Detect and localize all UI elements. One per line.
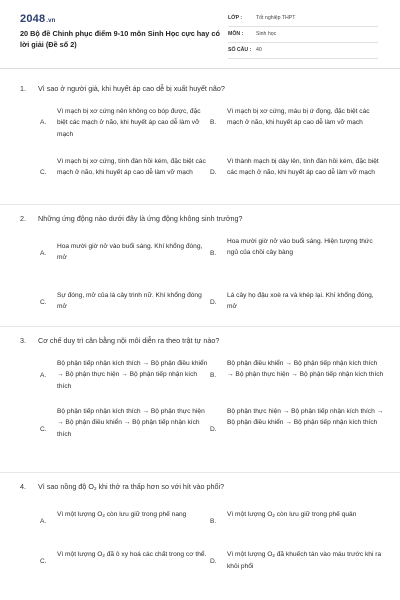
option-text: Sự đóng, mở của lá cây trinh nữ. Khí khổng đóng mở: [57, 292, 202, 311]
meta-row-count: [228, 45, 378, 59]
option-text: Vì thành mạch bị dày lên, tính đàn hồi kém, đặc biệt các mạch ở não, khi huyết áp cao dễ làm vỡ mạch: [227, 158, 379, 177]
question-number: 4.: [20, 482, 26, 491]
header-divider: [0, 68, 400, 69]
meta-value: 40: [256, 47, 262, 53]
question-separator: [0, 204, 400, 205]
question-separator: [0, 326, 400, 327]
option-text: Vì một lượng $O_2$ đã ô xy hoá các chất trong cơ thể.: [57, 551, 207, 558]
question-number: 2.: [20, 214, 26, 223]
option-text: Vì mạch bị xơ cứng, máu bị ứ đọng, đặc biệt các mạch ở não, khi huyết áp cao dễ làm vỡ mạch: [227, 108, 370, 127]
option-letter: A.: [40, 119, 47, 126]
meta-row-subject: [228, 29, 378, 43]
option-letter: C.: [40, 426, 47, 433]
meta-value: Sinh học: [256, 31, 277, 37]
meta-label: MÔN :: [228, 31, 244, 37]
option-letter: B.: [210, 119, 217, 126]
option-text: Vì mạch bị xơ cứng, tính đàn hồi kém, đặc biệt các mạch ở não, khi huyết áp cao dễ làm vỡ mạch: [57, 158, 206, 177]
option-text: Hoa mười giờ nở vào buổi sáng. Khí khổng đóng, mở: [57, 243, 203, 262]
option-letter: D.: [210, 169, 217, 176]
option-text: Vì một lượng $O_2$ đã khuếch tán vào máu trước khi ra khỏi phổi: [227, 551, 382, 571]
option-text: Hoa mười giờ nở vào buổi sáng. Hiện tượng thức ngủ của chồi cây bàng: [227, 238, 373, 257]
option-text: Vì mạch bị xơ cứng nên không co bóp được, đặc biệt các mạch ở não, khi huyết áp cao dễ làm vỡ mạch: [57, 108, 201, 138]
option-letter: A.: [40, 372, 47, 379]
question-number: 3.: [20, 336, 26, 345]
exam-header: [0, 0, 400, 62]
question-text: Cơ chế duy trì cân bằng nội môi diễn ra theo trật tự nào?: [38, 336, 220, 345]
option-text: Bộ phận tiếp nhận kích thích → Bộ phận điều khiển → Bộ phận thực hiện → Bộ phận tiếp nhận kích thích: [57, 360, 208, 390]
site-logo[interactable]: 2048.vn: [20, 13, 56, 25]
option-text: Vì một lượng $O_2$ còn lưu giữ trong phế quản: [227, 511, 357, 518]
option-text: Lá cây họ đậu xoè ra và khép lại. Khí khổng đóng, mở: [227, 292, 374, 311]
meta-row-class: [228, 13, 378, 27]
option-letter: C.: [40, 558, 47, 565]
exam-title: 20 Bộ đề Chinh phục điểm 9-10 môn Sinh Học cực hay có lời giải (Đề số 2): [20, 29, 220, 49]
option-letter: A.: [40, 518, 47, 525]
option-letter: D.: [210, 426, 217, 433]
meta-label: SỐ CÂU :: [228, 47, 252, 53]
option-letter: B.: [210, 250, 217, 257]
option-letter: D.: [210, 558, 217, 565]
exam-meta: [228, 13, 378, 61]
option-letter: B.: [210, 372, 217, 379]
question-text: Vì sao ở người già, khi huyết áp cao dễ bị xuất huyết não?: [38, 84, 225, 93]
option-text: Bộ phận tiếp nhận kích thích → Bộ phận thực hiện → Bộ phận điều khiển → Bộ phận tiếp nhận kích thích: [57, 408, 205, 438]
option-text: Vì một lượng $O_2$ còn lưu giữ trong phế nang: [57, 511, 187, 518]
option-text: Bộ phận thực hiện → Bộ phận tiếp nhận kích thích → Bộ phận điều khiển → Bộ phận tiếp nhận kích thích: [227, 408, 384, 427]
option-letter: C.: [40, 299, 47, 306]
option-letter: C.: [40, 169, 47, 176]
option-letter: A.: [40, 250, 47, 257]
meta-label: LỚP :: [228, 15, 243, 21]
option-text: Bộ phận điều khiển → Bộ phận tiếp nhận kích thích → Bộ phận thực hiện → Bộ phận tiếp nhận kích thích: [227, 360, 384, 379]
question-number: 1.: [20, 84, 26, 93]
option-letter: D.: [210, 299, 217, 306]
question-text: Vì sao nồng độ $O_2$ khi thở ra thấp hơn so với hít vào phổi?: [38, 482, 225, 491]
meta-value: Tốt nghiệp THPT: [256, 15, 296, 21]
question-separator: [0, 472, 400, 473]
question-text: Những ứng động nào dưới đây là ứng động không sinh trưởng?: [38, 214, 243, 223]
option-letter: B.: [210, 518, 217, 525]
